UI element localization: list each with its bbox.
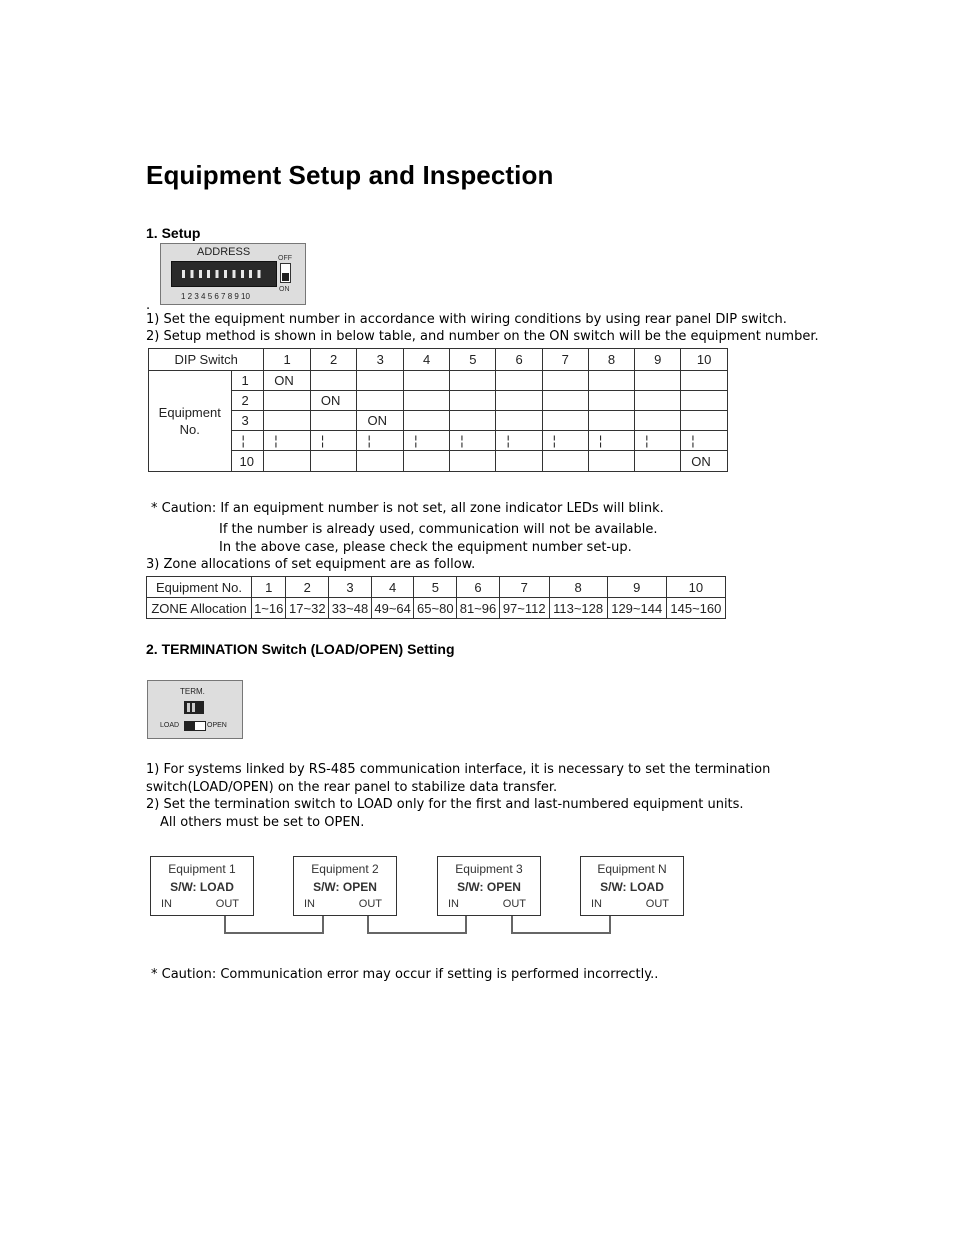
zone-col-header: 10	[666, 577, 725, 598]
equipment-name: Equipment 2	[311, 862, 379, 876]
dip-switch-bank	[171, 261, 277, 287]
zone-col-header: 1	[252, 577, 286, 598]
dip-cell: ¦	[635, 431, 681, 451]
equipment-in: IN	[304, 898, 315, 910]
dip-cell	[357, 391, 404, 411]
dip-cell	[264, 451, 311, 472]
dip-cell	[681, 371, 728, 391]
term-slider-knob	[185, 722, 195, 730]
dip-cell	[450, 371, 496, 391]
dip-cell	[635, 391, 681, 411]
term-line-2b: All others must be set to OPEN.	[160, 815, 365, 830]
term-line-1b: switch(LOAD/OPEN) on the rear panel to stabilize data transfer.	[146, 780, 558, 795]
dip-cell: ¦	[404, 431, 450, 451]
dip-cell	[588, 371, 634, 391]
zone-allocation-table	[146, 576, 726, 619]
dip-col-header: 9	[635, 349, 681, 371]
dip-cell	[588, 451, 634, 472]
dip-cell	[681, 391, 728, 411]
zone-value: 33~48	[329, 598, 372, 619]
dip-cell: ¦	[496, 431, 542, 451]
dip-col-header: 10	[681, 349, 728, 371]
setup-line-3: 3) Zone allocations of set equipment are as follow.	[146, 557, 476, 572]
dip-cell	[588, 391, 634, 411]
setup-heading: 1. Setup	[146, 225, 201, 241]
dip-col-header: 8	[588, 349, 634, 371]
equipment-out: OUT	[358, 898, 382, 910]
dip-cell: ¦	[264, 431, 311, 451]
zone-value: 1~16	[252, 598, 286, 619]
dip-cell	[357, 451, 404, 472]
dip-switch-table	[148, 348, 728, 472]
dip-cell	[450, 411, 496, 431]
zone-value: 129~144	[607, 598, 666, 619]
zone-value: 49~64	[371, 598, 414, 619]
bullet-dot: .	[146, 298, 151, 313]
equipment-box	[580, 856, 684, 916]
zone-col-header: 5	[414, 577, 457, 598]
dip-cell	[264, 391, 311, 411]
dip-cell	[496, 451, 542, 472]
dip-cell: ¦	[450, 431, 496, 451]
connection-wire	[511, 916, 611, 934]
equipment-box	[437, 856, 541, 916]
caution-line-2: If the number is already used, communication will not be available.	[219, 522, 658, 537]
caution-line-1: * Caution: If an equipment number is not set, all zone indicator LEDs will blink.	[151, 501, 664, 516]
dip-cell: ¦	[542, 431, 588, 451]
equipment-name: Equipment 1	[168, 862, 236, 876]
zone-col-header: 2	[286, 577, 329, 598]
dip-cell	[542, 391, 588, 411]
equipment-in: IN	[591, 898, 602, 910]
term-switch-body	[184, 701, 204, 714]
equipment-no: 3	[231, 411, 264, 431]
dip-col-header: 7	[542, 349, 588, 371]
equipment-out: OUT	[215, 898, 239, 910]
caution-line-3: In the above case, please check the equipment number set-up.	[219, 540, 632, 555]
dip-col-header: 5	[450, 349, 496, 371]
term-switch-slot	[192, 703, 195, 712]
dip-cell	[496, 391, 542, 411]
dip-cell	[404, 391, 450, 411]
zone-table-header: Equipment No.	[147, 577, 252, 598]
dip-cell	[310, 371, 357, 391]
dip-cell	[404, 411, 450, 431]
equipment-no: ¦	[231, 431, 264, 451]
dip-switch-image	[160, 243, 306, 305]
dip-cell: ON	[264, 371, 311, 391]
dip-cell	[635, 411, 681, 431]
dip-table-header: DIP Switch	[149, 349, 264, 371]
term-label: TERM.	[180, 687, 205, 696]
dip-cell: ¦	[357, 431, 404, 451]
dip-cell	[357, 371, 404, 391]
dip-off-label: OFF	[278, 255, 292, 262]
equipment-no: 2	[231, 391, 264, 411]
term-line-2a: 2) Set the termination switch to LOAD only for the first and last-numbered equipment units.	[146, 797, 744, 812]
dip-cell	[542, 371, 588, 391]
equipment-no: 10	[231, 451, 264, 472]
dip-address-label: ADDRESS	[197, 246, 251, 258]
dip-cell	[542, 411, 588, 431]
equipment-out: OUT	[645, 898, 669, 910]
dip-cell: ¦	[588, 431, 634, 451]
equipment-in: IN	[161, 898, 172, 910]
equipment-box	[293, 856, 397, 916]
equipment-no-label: Equipment No.	[149, 371, 232, 472]
equipment-switch: S/W: OPEN	[313, 880, 377, 894]
term-switch-slot	[187, 703, 190, 712]
zone-col-header: 3	[329, 577, 372, 598]
zone-col-header: 8	[549, 577, 607, 598]
zone-row-label: ZONE Allocation	[147, 598, 252, 619]
dip-cell: ¦	[310, 431, 357, 451]
dip-cell: ON	[310, 391, 357, 411]
equipment-no: 1	[231, 371, 264, 391]
dip-cell: ON	[357, 411, 404, 431]
dip-cell	[681, 411, 728, 431]
zone-col-header: 7	[499, 577, 549, 598]
dip-cell	[450, 451, 496, 472]
connection-wire	[224, 916, 324, 934]
dip-cell	[404, 371, 450, 391]
zone-value: 145~160	[666, 598, 725, 619]
dip-cell: ON	[681, 451, 728, 472]
dip-cell	[310, 451, 357, 472]
zone-col-header: 6	[457, 577, 500, 598]
dip-switch-levers	[182, 270, 266, 278]
dip-cell	[635, 371, 681, 391]
zone-col-header: 9	[607, 577, 666, 598]
dip-col-header: 6	[496, 349, 542, 371]
dip-cell: ¦	[681, 431, 728, 451]
equipment-switch: S/W: LOAD	[170, 880, 234, 894]
dip-col-header: 1	[264, 349, 311, 371]
term-line-1a: 1) For systems linked by RS-485 communication interface, it is necessary to set the termination	[146, 762, 771, 777]
zone-value: 97~112	[499, 598, 549, 619]
dip-col-header: 4	[404, 349, 450, 371]
equipment-switch: S/W: OPEN	[457, 880, 521, 894]
dip-on-label: ON	[279, 286, 290, 293]
zone-value: 113~128	[549, 598, 607, 619]
dip-cell	[635, 451, 681, 472]
page-title: Equipment Setup and Inspection	[146, 160, 554, 190]
term-load-label: LOAD	[160, 722, 180, 729]
equipment-name: Equipment 3	[455, 862, 523, 876]
equipment-switch: S/W: LOAD	[600, 880, 664, 894]
term-open-label: OPEN	[207, 722, 227, 729]
dip-cell	[450, 391, 496, 411]
dip-indicator-fill	[282, 273, 289, 281]
zone-col-header: 4	[371, 577, 414, 598]
setup-line-2: 2) Setup method is shown in below table, and number on the ON switch will be the equipment number.	[146, 329, 819, 344]
dip-cell	[496, 411, 542, 431]
dip-cell	[496, 371, 542, 391]
dip-numbers: 1 2 3 4 5 6 7 8 9 10	[181, 292, 250, 301]
termination-heading: 2. TERMINATION Switch (LOAD/OPEN) Setting	[146, 641, 455, 657]
equipment-box	[150, 856, 254, 916]
dip-cell	[404, 451, 450, 472]
dip-cell	[310, 411, 357, 431]
dip-cell	[264, 411, 311, 431]
zone-value: 81~96	[457, 598, 500, 619]
setup-line-1: 1) Set the equipment number in accordance with wiring conditions by using rear panel DIP switch.	[146, 312, 787, 327]
termination-switch-image	[147, 680, 243, 739]
equipment-name: Equipment N	[597, 862, 667, 876]
zone-value: 65~80	[414, 598, 457, 619]
dip-indicator	[280, 263, 291, 283]
dip-cell	[588, 411, 634, 431]
termination-caution: * Caution: Communication error may occur if setting is performed incorrectly..	[151, 967, 659, 982]
dip-col-header: 2	[310, 349, 357, 371]
connection-wire	[367, 916, 467, 934]
dip-cell	[542, 451, 588, 472]
equipment-out: OUT	[502, 898, 526, 910]
dip-col-header: 3	[357, 349, 404, 371]
zone-value: 17~32	[286, 598, 329, 619]
equipment-in: IN	[448, 898, 459, 910]
term-slider	[184, 721, 206, 731]
